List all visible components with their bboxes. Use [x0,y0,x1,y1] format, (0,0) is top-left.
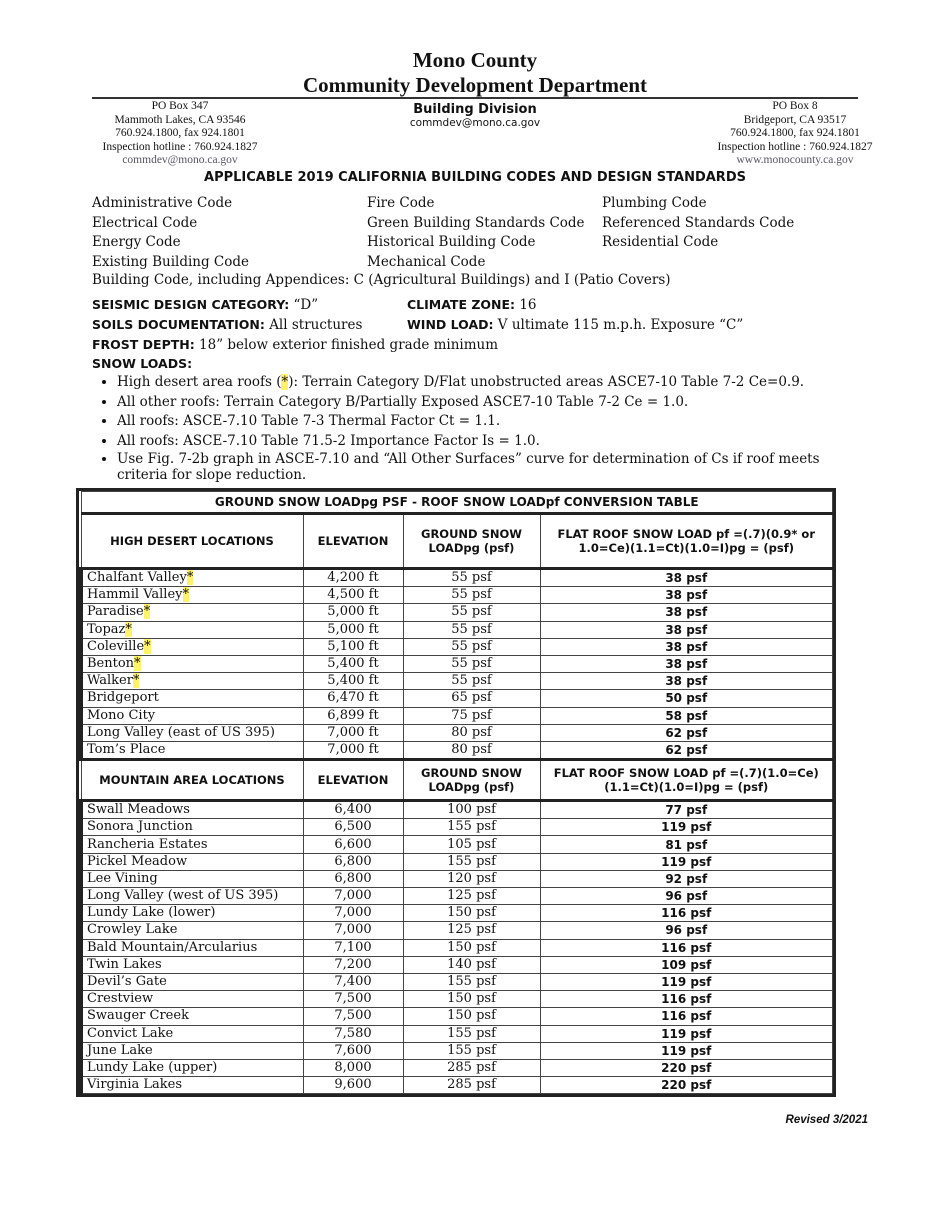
ground-load-cell: 155 psf [403,1025,540,1042]
elevation-cell: 6,800 [303,853,403,870]
elevation-cell: 6,500 [303,819,403,836]
roof-load-cell: 119 psf [540,1042,833,1059]
table-title: GROUND SNOW LOADpg PSF - ROOF SNOW LOADpf CONVERSION TABLE [81,492,833,514]
appendices-line: Building Code, including Appendices: C (Agricultural Buildings) and I (Patio Covers) [92,272,671,288]
ground-load-cell: 75 psf [403,707,540,724]
location-name: Paradise [87,604,144,620]
location-name: Benton [87,656,135,672]
elevation-cell: 7,200 [303,956,403,973]
location-cell [81,621,303,638]
roof-load-cell: 116 psf [540,991,833,1008]
table-row [81,604,833,621]
roof-load-cell: 220 psf [540,1059,833,1076]
table-row [81,587,833,604]
roof-load-cell: 220 psf [540,1077,833,1094]
division-email[interactable]: commdev@mono.ca.gov [409,117,541,129]
website-link[interactable]: www.monocounty.ca.gov [736,154,854,166]
column-header: FLAT ROOF SNOW LOAD pf =(.7)(1.0=Ce)(1.1=Ct)(1.0=I)pg = (psf) [540,760,833,801]
table-row [81,836,833,853]
location-cell: Lundy Lake (lower) [81,905,303,922]
location-name: Bridgeport [87,690,159,706]
snow-load-table [76,488,836,1097]
location-cell [81,724,303,741]
location-name: Long Valley (east of US 395) [87,724,275,740]
column-header: HIGH DESERT LOCATIONS [81,514,303,569]
ground-load-cell: 125 psf [403,922,540,939]
location-cell: Convict Lake [81,1025,303,1042]
snow-bullet: • All roofs: ASCE-7.10 Table 71.5-2 Importance Factor Is = 1.0. [117,432,867,452]
left-address-line: 760.924.1800, fax 924.1801 [115,127,245,139]
column-header: MOUNTAIN AREA LOCATIONS [81,760,303,801]
roof-load-cell: 38 psf [540,638,833,655]
column-header: ELEVATION [303,514,403,569]
location-name: Mono City [87,707,156,723]
elevation-cell: 6,400 [303,801,403,819]
frost-line [92,337,498,353]
location-cell [81,707,303,724]
elevation-cell: 6,470 ft [303,690,403,707]
roof-load-cell: 119 psf [540,853,833,870]
table-row [81,707,833,724]
table-row [81,819,833,836]
roof-load-cell: 119 psf [540,973,833,990]
code-item: Mechanical Code [367,253,486,270]
ground-load-cell: 55 psf [403,673,540,690]
left-address-line: Mammoth Lakes, CA 93546 [114,113,246,126]
elevation-cell: 9,600 [303,1077,403,1094]
table-row [81,673,833,690]
left-address-line: PO Box 347 [151,100,209,112]
ground-load-cell: 100 psf [403,801,540,819]
location-cell: Rancheria Estates [81,836,303,853]
roof-load-cell: 109 psf [540,956,833,973]
roof-load-cell: 38 psf [540,621,833,638]
location-cell [81,741,303,759]
snow-bullet: • Use Fig. 7-2b graph in ASCE-7.10 and “All Other Surfaces” curve for determination of Cs if roof meets criteria for slope reduction. [117,451,867,483]
location-cell: Crestview [81,991,303,1008]
roof-load-cell: 119 psf [540,1025,833,1042]
snow-loads-heading [92,356,192,372]
table-row [81,922,833,939]
elevation-cell: 5,400 ft [303,673,403,690]
table-row [81,638,833,655]
table-row [81,741,833,759]
roof-load-cell: 38 psf [540,569,833,587]
code-item: Existing Building Code [92,253,250,270]
division-title: Building Division [413,102,537,117]
roof-load-cell: 81 psf [540,836,833,853]
ground-load-cell: 150 psf [403,905,540,922]
location-name: Topaz [87,621,126,637]
snow-label: SNOW LOADS: [92,356,193,371]
ground-load-cell: 155 psf [403,973,540,990]
elevation-cell: 5,000 ft [303,621,403,638]
location-name: Chalfant Valley [87,570,187,586]
elevation-cell: 7,000 [303,905,403,922]
right-address-line: PO Box 8 [772,100,818,112]
location-cell: Virginia Lakes [81,1077,303,1094]
column-header: ELEVATION [303,760,403,801]
right-address [700,100,890,168]
left-address [90,100,270,168]
ground-load-cell: 55 psf [403,621,540,638]
location-name: Hammil Valley [87,587,183,603]
snow-load-bullets [92,373,867,483]
elevation-cell: 5,000 ft [303,604,403,621]
column-header: GROUND SNOW LOADpg (psf) [403,514,540,569]
ground-load-cell: 55 psf [403,569,540,587]
ground-load-cell: 285 psf [403,1077,540,1094]
table-row [81,621,833,638]
ground-load-cell: 155 psf [403,1042,540,1059]
right-address-line: Inspection hotline : 760.924.1827 [717,140,873,153]
elevation-cell: 6,600 [303,836,403,853]
roof-load-cell: 38 psf [540,604,833,621]
building-division [360,102,590,129]
table-row [81,888,833,905]
elevation-cell: 5,400 ft [303,655,403,672]
department-title: Community Development Department [302,73,648,97]
code-item: Green Building Standards Code [367,214,585,231]
roof-load-cell: 116 psf [540,939,833,956]
roof-load-cell: 58 psf [540,707,833,724]
elevation-cell: 7,000 ft [303,724,403,741]
roof-load-cell: 62 psf [540,741,833,759]
roof-load-cell: 119 psf [540,819,833,836]
seismic-label: SEISMIC DESIGN CATEGORY: [92,297,290,312]
location-cell: Swall Meadows [81,801,303,819]
ground-load-cell: 55 psf [403,638,540,655]
ground-load-cell: 155 psf [403,853,540,870]
location-cell [81,587,303,604]
high-desert-rows [81,569,833,760]
roof-load-cell: 116 psf [540,905,833,922]
table-row [81,690,833,707]
table-row [81,1077,833,1094]
location-cell [81,569,303,587]
code-item: Energy Code [92,234,181,250]
code-item: Referenced Standards Code [602,214,795,231]
table-row [81,973,833,990]
section-title: APPLICABLE 2019 CALIFORNIA BUILDING CODES AND DESIGN STANDARDS [204,170,746,185]
elevation-cell: 7,100 [303,939,403,956]
soils-label: SOILS DOCUMENTATION: [92,317,265,332]
ground-load-cell: 150 psf [403,991,540,1008]
roof-load-cell: 77 psf [540,801,833,819]
ground-load-cell: 55 psf [403,604,540,621]
code-item: Residential Code [602,234,719,250]
roof-load-cell: 96 psf [540,888,833,905]
elevation-cell: 7,000 [303,888,403,905]
snow-bullet: • All other roofs: Terrain Category B/Partially Exposed ASCE7-10 Table 7-2 Ce = 1.0. [117,393,867,413]
table-row [81,1042,833,1059]
location-cell [81,673,303,690]
elevation-cell: 7,500 [303,1008,403,1025]
ground-load-cell: 55 psf [403,655,540,672]
roof-load-cell: 96 psf [540,922,833,939]
elevation-cell: 7,000 ft [303,741,403,759]
highlight-star: * [143,604,151,620]
highlight-star: * [132,673,140,689]
elevation-cell: 7,500 [303,991,403,1008]
ground-load-cell: 140 psf [403,956,540,973]
location-cell: Lundy Lake (upper) [81,1059,303,1076]
highlight-star: * [134,656,141,672]
wind-value: V ultimate 115 m.p.h. Exposure “C” [497,317,744,333]
left-email-link[interactable]: commdev@mono.ca.gov [122,154,238,166]
county-title: Mono County [412,48,538,72]
elevation-cell: 7,580 [303,1025,403,1042]
elevation-cell: 6,899 ft [303,707,403,724]
location-cell [81,655,303,672]
code-item: Plumbing Code [602,195,707,211]
elevation-cell: 7,000 [303,922,403,939]
seismic-value: “D” [293,297,319,313]
ground-load-cell: 125 psf [403,888,540,905]
roof-load-cell: 38 psf [540,587,833,604]
ground-load-cell: 155 psf [403,819,540,836]
elevation-cell: 7,600 [303,1042,403,1059]
codes-column-3 [602,194,794,253]
column-header: GROUND SNOW LOADpg (psf) [403,760,540,801]
roof-load-cell: 50 psf [540,690,833,707]
soils-line [92,317,362,333]
column-header: FLAT ROOF SNOW LOAD pf =(.7)(0.9* or 1.0=Ce)(1.1=Ct)(1.0=I)pg = (psf) [540,514,833,569]
seismic-line [92,297,318,313]
location-cell: Lee Vining [81,870,303,887]
frost-label: FROST DEPTH: [92,337,195,352]
frost-value: 18” below exterior finished grade minimum [199,337,499,353]
ground-load-cell: 80 psf [403,724,540,741]
table-row [81,801,833,819]
location-name: Coleville [87,638,145,654]
ground-load-cell: 55 psf [403,587,540,604]
header-rule [92,97,858,99]
climate-line [407,297,537,313]
location-cell: Devil’s Gate [81,973,303,990]
ground-load-cell: 285 psf [403,1059,540,1076]
code-item: Fire Code [367,195,435,211]
location-cell: Swauger Creek [81,1008,303,1025]
location-cell: Pickel Meadow [81,853,303,870]
roof-load-cell: 38 psf [540,673,833,690]
codes-column-2 [367,194,585,272]
location-cell [81,638,303,655]
ground-load-cell: 65 psf [403,690,540,707]
location-cell [81,690,303,707]
roof-load-cell: 92 psf [540,870,833,887]
soils-value: All structures [269,317,363,333]
elevation-cell: 4,500 ft [303,587,403,604]
elevation-cell: 6,800 [303,870,403,887]
highlight-star: * [144,638,151,654]
highlight-star: * [182,587,189,603]
roof-load-cell: 38 psf [540,655,833,672]
snow-bullet: • High desert area roofs (*): Terrain Category D/Flat unobstructed areas ASCE7-10 Table 7-2 Ce=0.9. [117,373,867,393]
highlight-star: * [125,621,132,637]
right-address-line: Bridgeport, CA 93517 [743,113,847,126]
table-row [81,853,833,870]
table-row [81,991,833,1008]
location-cell: Twin Lakes [81,956,303,973]
ground-load-cell: 150 psf [403,1008,540,1025]
climate-label: CLIMATE ZONE: [407,297,516,312]
roof-load-cell: 62 psf [540,724,833,741]
mountain-rows [81,801,833,1094]
right-address-line: 760.924.1800, fax 924.1801 [730,127,860,139]
table-row [81,870,833,887]
table-row [81,905,833,922]
location-name: Tom’s Place [87,741,166,757]
ground-load-cell: 105 psf [403,836,540,853]
table-row [81,956,833,973]
table-row [81,724,833,741]
location-cell: Bald Mountain/Arcularius [81,939,303,956]
table-row [81,1059,833,1076]
location-cell: June Lake [81,1042,303,1059]
location-cell [81,604,303,621]
ground-load-cell: 120 psf [403,870,540,887]
code-item: Administrative Code [92,195,233,211]
table-row [81,569,833,587]
ground-load-cell: 150 psf [403,939,540,956]
elevation-cell: 5,100 ft [303,638,403,655]
location-cell: Crowley Lake [81,922,303,939]
code-item: Historical Building Code [367,234,536,250]
highlight-star: * [281,374,289,390]
table-row [81,1008,833,1025]
wind-line [407,317,743,333]
climate-value: 16 [519,297,537,313]
left-address-line: Inspection hotline : 760.924.1827 [102,140,258,153]
highlight-star: * [186,570,194,586]
table-row [81,655,833,672]
location-cell: Sonora Junction [81,819,303,836]
location-cell: Long Valley (west of US 395) [81,888,303,905]
roof-load-cell: 116 psf [540,1008,833,1025]
location-name: Walker [87,673,133,689]
table-row [81,1025,833,1042]
elevation-cell: 7,400 [303,973,403,990]
code-item: Electrical Code [92,214,198,231]
snow-bullet: • All roofs: ASCE-7.10 Table 7-3 Thermal Factor Ct = 1.1. [117,412,867,432]
codes-column-1 [92,194,249,272]
ground-load-cell: 80 psf [403,741,540,759]
elevation-cell: 8,000 [303,1059,403,1076]
revised-date: Revised 3/2021 [785,1114,868,1126]
wind-label: WIND LOAD: [407,317,494,332]
elevation-cell: 4,200 ft [303,569,403,587]
table-row [81,939,833,956]
